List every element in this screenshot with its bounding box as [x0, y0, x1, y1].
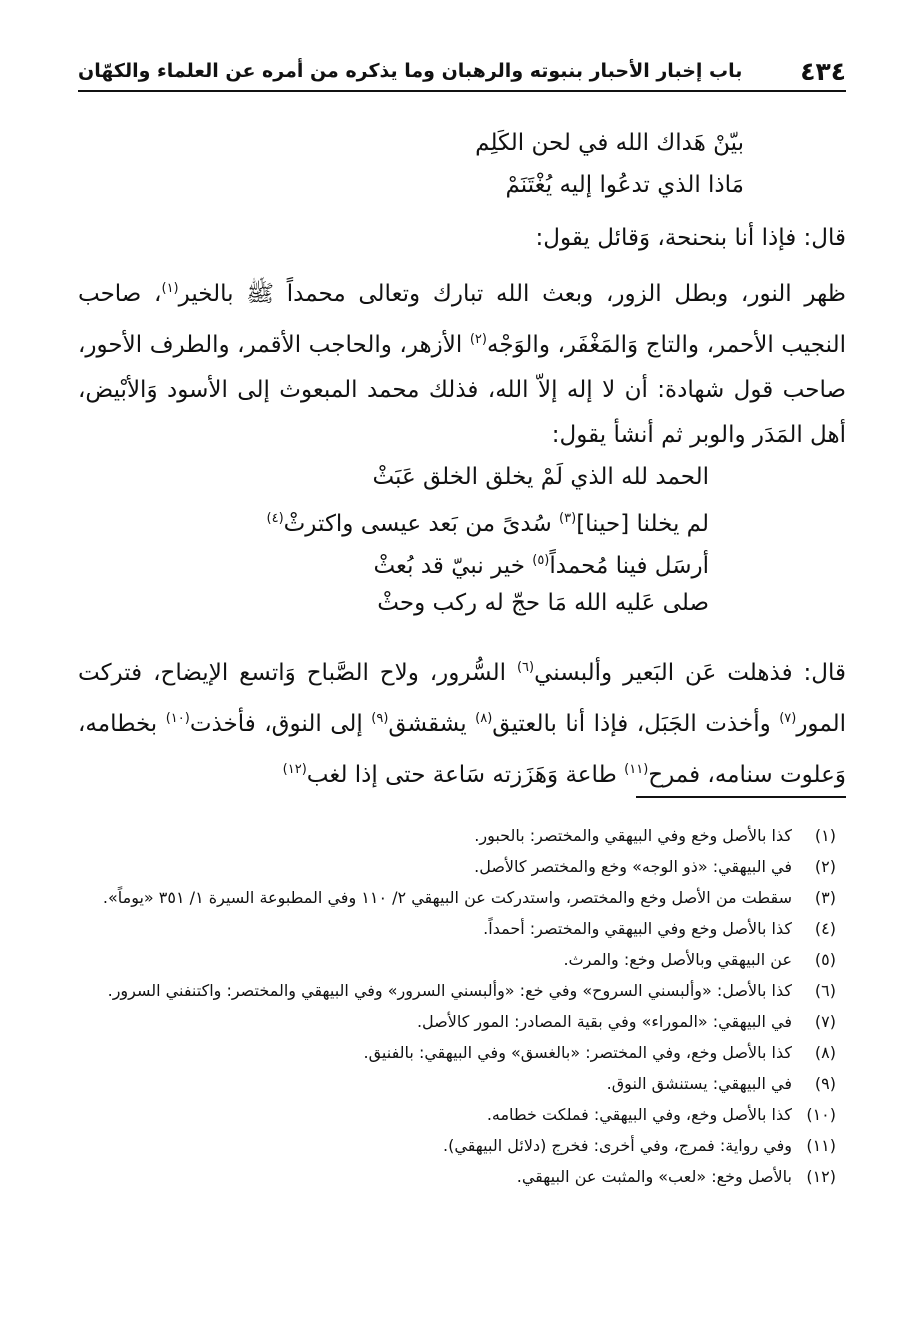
footnote-number: (٨) [814, 1043, 836, 1062]
footnote-text: وفي رواية: فمرج، وفي أخرى: فخرج (دلائل البيهقي). [443, 1136, 792, 1155]
footnote-number: (١١) [806, 1136, 836, 1155]
paragraph-main [78, 266, 846, 458]
verse-segment: أرسَل فينا مُحمداً [549, 553, 709, 579]
text-segment: طاعة وَهَزَزته سَاعة حتى إذا لغب [306, 762, 625, 788]
footnote-ref: (٩) [371, 711, 389, 726]
verse-line: صلى عَليه الله مَا حجّ له ركب وحثْ [377, 590, 709, 616]
footnote-ref: (٣) [559, 511, 577, 526]
text-segment: إلى النوق، فأخذت [189, 711, 372, 737]
footnote-item [78, 884, 836, 912]
footnote-number: (١) [814, 826, 836, 845]
verse-line [229, 540, 709, 582]
footnote-ref: (١٠) [165, 711, 190, 726]
footnote-item [78, 915, 836, 943]
footnote-item [78, 822, 836, 850]
verse-block-top [304, 122, 744, 206]
footnote-number: (٢) [814, 857, 836, 876]
text-segment: ، صاحب النجيب الأحمر، والتاج وَالمَغْفَر، والوَجْه [78, 281, 846, 358]
text-segment: السُّرور، ولاح الصَّباح وَاتسع الإيضاح، فتركت المور [78, 660, 847, 737]
footnote-item [78, 1039, 836, 1067]
text-segment: يشقشق [388, 711, 476, 737]
footnote-text: كذا بالأصل: «وألبسني السروح» وفي خع: «وألبسني السرور» وفي البيهقي والمختصر: واكتنفني السرور. [107, 981, 792, 1000]
footnote-item [78, 1163, 836, 1191]
verse-block-middle [229, 456, 709, 624]
verse-segment: سُدىً من بَعد عيسى واكترثْ [283, 511, 560, 537]
footnote-item [78, 946, 836, 974]
page-header [78, 52, 846, 92]
footnote-ref: (١١) [624, 762, 649, 777]
footnote-text: في البيهقي: يستنشق النوق. [606, 1074, 792, 1093]
footnote-number: (٥) [814, 950, 836, 969]
verse-line: بيّنْ هَداك الله في لحن الكَلِم [475, 130, 744, 156]
footnote-number: (٤) [814, 919, 836, 938]
paragraph-closing [78, 645, 846, 798]
footnote-number: (١٠) [806, 1105, 836, 1124]
footnote-ref: (٥) [532, 553, 550, 568]
verse-line [229, 498, 709, 540]
footnote-divider [636, 796, 846, 798]
footnote-number: (١٢) [806, 1167, 836, 1186]
footnote-number: (٩) [814, 1074, 836, 1093]
running-title: باب إخبار الأحبار بنبوته والرهبان وما يذكره من أمره عن العلماء والكهّان [78, 60, 743, 82]
footnote-item [78, 853, 836, 881]
footnote-item [78, 1008, 836, 1036]
footnote-ref: (٤) [266, 511, 284, 526]
footnote-item [78, 1070, 836, 1098]
verse-line: مَاذا الذي تدعُوا إليه يُغْتَنَمْ [505, 172, 744, 198]
text-segment: بخطامه، وَعلوت سنامه، فمرح [78, 711, 846, 788]
footnote-ref: (٢) [469, 332, 487, 347]
text-segment: ظهر النور، وبطل الزور، وبعث الله تبارك وتعالى محمداً ﷺ بالخير [178, 281, 846, 307]
footnote-ref: (١) [161, 281, 179, 296]
footnote-item [78, 1132, 836, 1160]
page-number: ٤٣٤ [800, 56, 846, 86]
text-segment: وأخذت الجَبَل، فإذا أنا بالعتيق [492, 711, 780, 737]
text-segment: الأزهر، والحاجب الأقمر، والطرف الأحور، صاحب قول شهادة: أن لا إله إلاّ الله، فذلك محمد المبعوث إلى الأسود وَالأبْيض، أهل المَدَر والوبر ثم أنشأ يقول: [78, 332, 846, 448]
footnote-text: في البيهقي: «ذو الوجه» وخع والمختصر كالأصل. [474, 857, 792, 876]
footnote-ref: (٦) [516, 660, 535, 675]
footnote-text: كذا بالأصل وخع وفي البيهقي والمختصر: أحمداً. [483, 919, 792, 938]
footnotes-list [78, 822, 836, 1194]
footnote-text: سقطت من الأصل وخع والمختصر، واستدركت عن البيهقي ٢/ ١١٠ وفي المطبوعة السيرة ١/ ٣٥١ «يوماً». [102, 888, 792, 907]
footnote-text: في البيهقي: «الموراء» وفي بقية المصادر: المور كالأصل. [416, 1012, 792, 1031]
footnote-text: كذا بالأصل وخع وفي البيهقي والمختصر: بالحبور. [474, 826, 792, 845]
verse-segment: خير نبيّ قد بُعثْ [373, 553, 533, 579]
verse-segment: لم يخلنا [حينا] [576, 511, 709, 537]
footnote-text: بالأصل وخع: «لعب» والمثبت عن البيهقي. [516, 1167, 792, 1186]
footnote-ref: (١٢) [282, 762, 307, 777]
footnote-ref: (٧) [779, 711, 797, 726]
footnote-text: عن البيهقي وبالأصل وخع: والمرث. [563, 950, 792, 969]
footnote-text: كذا بالأصل وخع، وفي المختصر: «بالغسق» وفي البيهقي: بالفنيق. [363, 1043, 792, 1062]
footnote-ref: (٨) [475, 711, 493, 726]
footnote-number: (٣) [814, 888, 836, 907]
paragraph-intro: قال: فإذا أنا بنحنحة، وَقائل يقول: [535, 225, 846, 251]
verse-line: الحمد لله الذي لَمْ يخلق الخلق عَبَثْ [372, 464, 709, 490]
footnote-item [78, 977, 836, 1005]
footnote-text: كذا بالأصل وخع، وفي البيهقي: فملكت خطامه. [486, 1105, 792, 1124]
footnote-number: (٦) [814, 981, 836, 1000]
footnote-number: (٧) [814, 1012, 836, 1031]
text-segment: قال: فذهلت عَن البَعير وألبسني [534, 660, 846, 686]
footnote-item [78, 1101, 836, 1129]
